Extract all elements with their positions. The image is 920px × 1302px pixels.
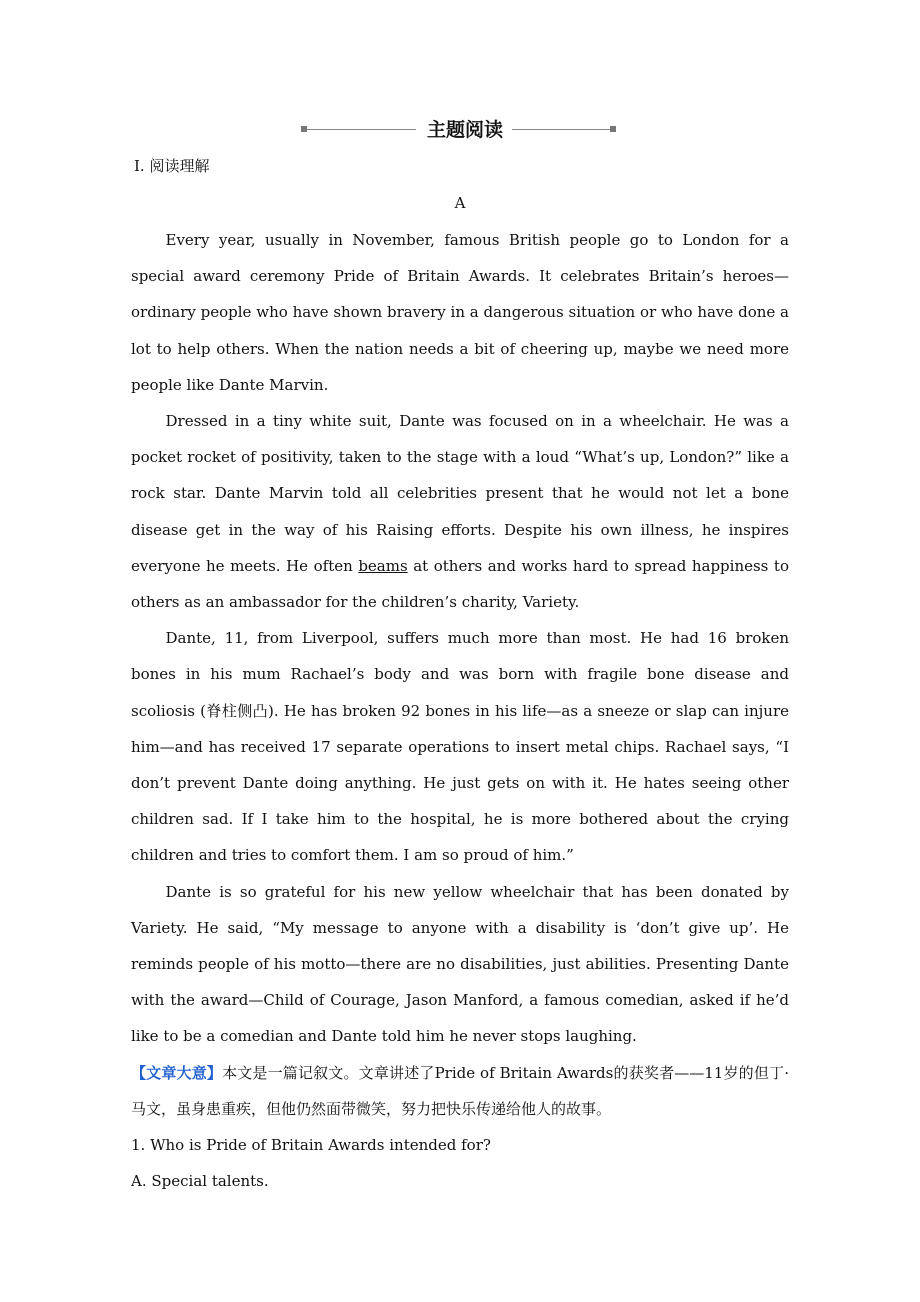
summary-text: 本文是一篇记叙文。文章讲述了Pride of Britain Awards的获奖者——11岁的但丁·马文，虽身患重疾，但他仍然面带微笑，努力把快乐传递给他人的故事。 bbox=[131, 1063, 789, 1118]
underlined-word: beams bbox=[358, 556, 408, 575]
summary bbox=[131, 1055, 789, 1127]
header-line-left bbox=[306, 129, 416, 130]
section-header bbox=[0, 116, 920, 146]
paragraph-2-part-2: at others and works hard to spread happiness to others as an ambassador for the children’s charity, Variety. bbox=[131, 556, 789, 612]
question-stem: 1. Who is Pride of Britain Awards intended for? bbox=[131, 1136, 491, 1155]
summary-tag: 【文章大意】 bbox=[131, 1063, 223, 1082]
header-line-right bbox=[512, 129, 612, 130]
question-option-a: A. Special talents. bbox=[131, 1172, 269, 1191]
passage-label: A bbox=[454, 194, 466, 212]
section-label: Ⅰ. 阅读理解 bbox=[134, 157, 210, 175]
paragraph-2 bbox=[131, 403, 789, 620]
paragraph-3: Dante, 11, from Liverpool, suffers much more than most. He had 16 broken bones in his mum Rachael’s body and was born with fragile bone disease and scoliosis (脊柱侧凸). He has broken 92 bones in his life—as a sneeze or slap can injure him—and has received 17 separate operations to insert metal chips. Rachael says, “I don’t prevent Dante doing anything. He just gets on with it. He hates seeing other children sad. If I take him to the hospital, he is more bothered about the crying children and tries to comfort them. I am so proud of him.” bbox=[131, 629, 789, 865]
header-title: 主题阅读 bbox=[426, 119, 503, 141]
header-dot-right bbox=[610, 126, 616, 132]
paragraph-1: Every year, usually in November, famous British people go to London for a special award ceremony Pride of Britain Awards. It celebrates Britain’s heroes—ordinary people who have shown bravery in a dangerous situation or who have done a lot to help others. When the nation needs a bit of cheering up, maybe we need more people like Dante Marvin. bbox=[131, 231, 789, 394]
paragraph-4: Dante is so grateful for his new yellow wheelchair that has been donated by Variety. He said, “My message to anyone with a disability is ‘don’t give up’. He reminds people of his motto—there are no disabilities, just abilities. Presenting Dante with the award—Child of Courage, Jason Manford, a famous comedian, asked if he’d like to be a comedian and Dante told him he never stops laughing. bbox=[131, 882, 789, 1046]
passage-content bbox=[131, 222, 789, 1199]
paragraph-2-part-1: Dressed in a tiny white suit, Dante was focused on in a wheelchair. He was a pocket rocket of positivity, taken to the stage with a loud “What’s up, London?” like a rock star. Dante Marvin told all celebrities present that he would not let a bone disease get in the way of his Raising efforts. Despite his own illness, he inspires everyone he meets. He often bbox=[131, 412, 789, 575]
